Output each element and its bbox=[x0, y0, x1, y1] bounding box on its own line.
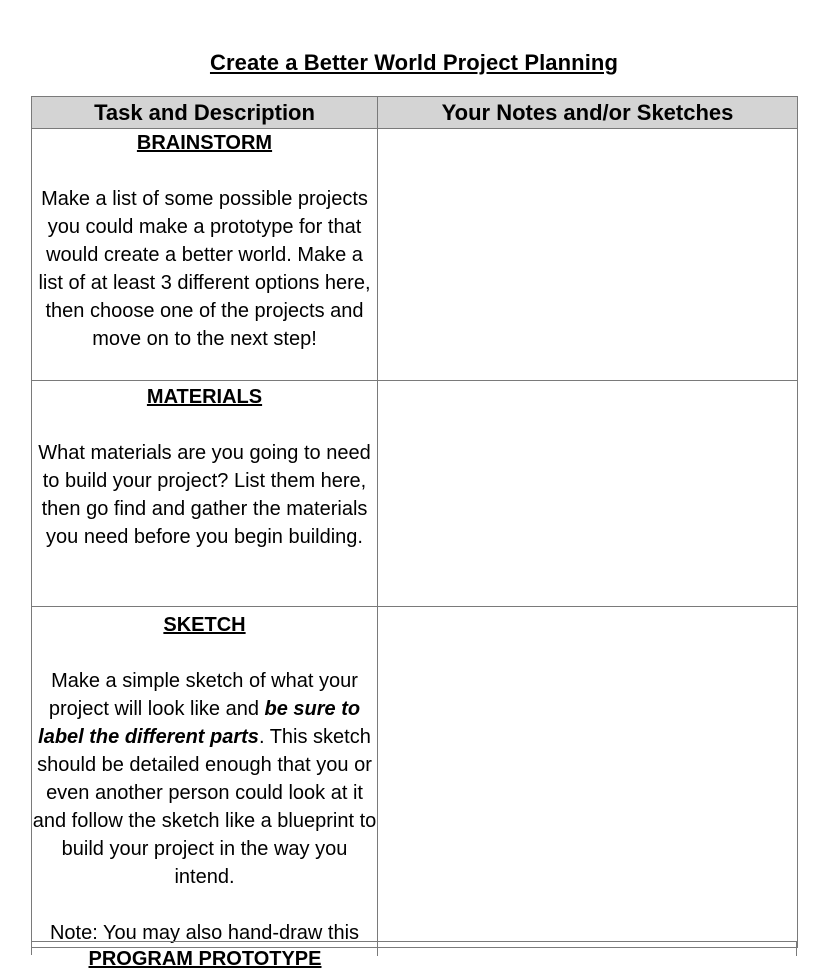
sketch-description-text: Make a simple sketch of what your project will look like and bbox=[48, 670, 358, 720]
notes-cell-brainstorm[interactable] bbox=[378, 129, 798, 381]
notes-cell-sketch[interactable] bbox=[378, 607, 798, 948]
column-header-task: Task and Description bbox=[32, 97, 378, 129]
table-row-materials bbox=[32, 381, 798, 607]
sketch-description-text-end: . This sketch should be detailed enough that you or even another person could look at it and follow the sketch like a blueprint to build your project in the way you intend. bbox=[32, 726, 377, 888]
task-heading-sketch: SKETCH bbox=[163, 614, 246, 636]
table-row-program-prototype bbox=[31, 941, 797, 970]
task-cell-materials bbox=[32, 381, 378, 607]
table-header-row bbox=[32, 97, 798, 129]
notes-cell-materials[interactable] bbox=[378, 381, 798, 607]
task-heading-program-prototype: PROGRAM PROTOTYPE bbox=[88, 948, 322, 970]
table-row-sketch bbox=[32, 607, 798, 948]
planning-table bbox=[31, 96, 798, 948]
sketch-description-emphasis: be sure to label the different parts bbox=[38, 698, 361, 748]
task-cell-sketch bbox=[32, 607, 378, 948]
task-cell-brainstorm bbox=[32, 129, 378, 381]
task-description-materials: What materials are you going to need to build your project? List them here, then go find and gather the materials you need before you begin building. bbox=[38, 442, 371, 548]
task-heading-materials: MATERIALS bbox=[146, 386, 263, 408]
table-row-brainstorm bbox=[32, 129, 798, 381]
sketch-note: Note: You may also hand-draw this bbox=[49, 922, 360, 944]
task-heading-brainstorm: BRAINSTORM bbox=[136, 132, 273, 154]
column-header-notes: Your Notes and/or Sketches bbox=[378, 97, 798, 129]
document-title: Create a Better World Project Planning bbox=[209, 50, 619, 75]
task-description-brainstorm: Make a list of some possible projects you could make a prototype for that would create a better world. Make a list of at least 3 different options here, then choose one of the projects and move on to the next step! bbox=[38, 188, 371, 350]
task-description-sketch bbox=[32, 667, 377, 891]
